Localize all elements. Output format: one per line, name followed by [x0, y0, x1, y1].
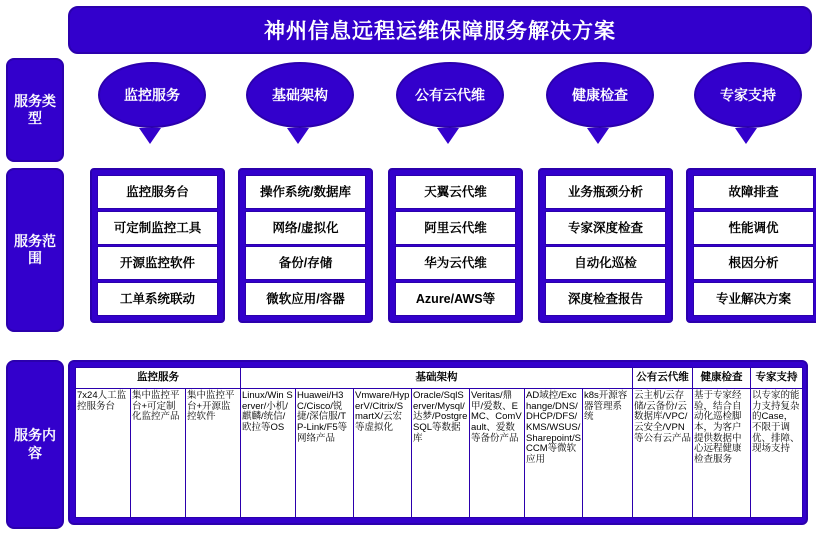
row-label-service-scope: [6, 168, 64, 332]
service-type-expert-support[interactable]: 专家支持: [694, 62, 802, 128]
table-header-expert-support: 专家支持: [751, 368, 803, 389]
service-content-panel: [68, 360, 808, 525]
arrow-down-icon-expert-support: [735, 128, 757, 144]
scope-item[interactable]: Azure/AWS等: [395, 282, 516, 316]
service-type-health-check[interactable]: 健康检查: [546, 62, 654, 128]
table-cell: Vmware/HyperV/Citrix/SmartX/云宏等虚拟化: [354, 389, 412, 518]
scope-item[interactable]: 根因分析: [693, 246, 814, 280]
table-cell: k8s开源容器管理系统: [583, 389, 633, 518]
scope-item[interactable]: 专业解决方案: [693, 282, 814, 316]
page-title: 神州信息远程运维保障服务解决方案: [68, 6, 812, 54]
table-cell: 基于专家经验，结合自动化巡检脚本，为客户提供数据中心远程健康检查服务: [693, 389, 751, 518]
service-type-public-cloud[interactable]: 公有云代维: [396, 62, 504, 128]
scope-item[interactable]: 自动化巡检: [545, 246, 666, 280]
service-type-infrastructure[interactable]: 基础架构: [246, 62, 354, 128]
service-type-monitoring[interactable]: 监控服务: [98, 62, 206, 128]
table-cell: Oracle/SqlServer/Mysql/达梦/PostgreSQL等数据库: [412, 389, 470, 518]
scope-item[interactable]: 监控服务台: [97, 175, 218, 209]
row-label-service-content: [6, 360, 64, 529]
table-header-infrastructure: 基础架构: [241, 368, 633, 389]
scope-item[interactable]: 华为云代维: [395, 246, 516, 280]
scope-item[interactable]: 工单系统联动: [97, 282, 218, 316]
table-header-row: [76, 368, 803, 389]
scope-item[interactable]: 操作系统/数据库: [245, 175, 366, 209]
scope-item[interactable]: 备份/存储: [245, 246, 366, 280]
table-header-monitoring: 监控服务: [76, 368, 241, 389]
row-label-service-type-text: 服务类型: [14, 92, 56, 126]
scope-column-monitoring: [90, 168, 225, 323]
arrow-down-icon-monitoring: [139, 128, 161, 144]
scope-item[interactable]: 深度检查报告: [545, 282, 666, 316]
scope-item[interactable]: 可定制监控工具: [97, 211, 218, 245]
scope-item[interactable]: 开源监控软件: [97, 246, 218, 280]
scope-column-infrastructure: [238, 168, 373, 323]
arrow-down-icon-health-check: [587, 128, 609, 144]
scope-item[interactable]: 阿里云代维: [395, 211, 516, 245]
table-cell: 集中监控平台+可定制化监控产品: [131, 389, 186, 518]
row-label-service-content-text: 服务内容: [14, 427, 56, 461]
arrow-down-icon-infrastructure: [287, 128, 309, 144]
table-cell: 集中监控平台+开源监控软件: [186, 389, 241, 518]
table-cell: Linux/Win Server/小机/麒麟/统信/欧拉等OS: [241, 389, 296, 518]
row-label-service-type: [6, 58, 64, 162]
scope-column-health-check: [538, 168, 673, 323]
table-header-health-check: 健康检查: [693, 368, 751, 389]
scope-item[interactable]: 天翼云代维: [395, 175, 516, 209]
table-cell: 以专家的能力支持复杂的Case，不限于调优、排障、现场支持: [751, 389, 803, 518]
table-row: [76, 389, 803, 518]
scope-item[interactable]: 微软应用/容器: [245, 282, 366, 316]
service-content-table: [75, 367, 803, 518]
scope-item[interactable]: 故障排查: [693, 175, 814, 209]
scope-column-expert-support: [686, 168, 816, 323]
scope-item[interactable]: 网络/虚拟化: [245, 211, 366, 245]
table-cell: 7x24人工监控服务台: [76, 389, 131, 518]
table-cell: Veritas/鼎甲/爱数、EMC、ComVault、爱数等备份产品: [470, 389, 525, 518]
table-cell: 云主机/云存储/云备份/云数据库/VPC/云安全/VPN等公有云产品: [633, 389, 693, 518]
table-cell: Huawei/H3C/Cisco/锐捷/深信服/TP-Link/F5等网络产品: [296, 389, 354, 518]
table-header-public-cloud: 公有云代维: [633, 368, 693, 389]
arrow-down-icon-public-cloud: [437, 128, 459, 144]
table-cell: AD域控/Exchange/DNS/DHCP/DFS/KMS/WSUS/Sharepoint/SCCM等微软应用: [525, 389, 583, 518]
scope-column-public-cloud: [388, 168, 523, 323]
scope-item[interactable]: 性能调优: [693, 211, 814, 245]
scope-item[interactable]: 业务瓶颈分析: [545, 175, 666, 209]
row-label-service-scope-text: 服务范围: [14, 232, 56, 266]
scope-item[interactable]: 专家深度检查: [545, 211, 666, 245]
